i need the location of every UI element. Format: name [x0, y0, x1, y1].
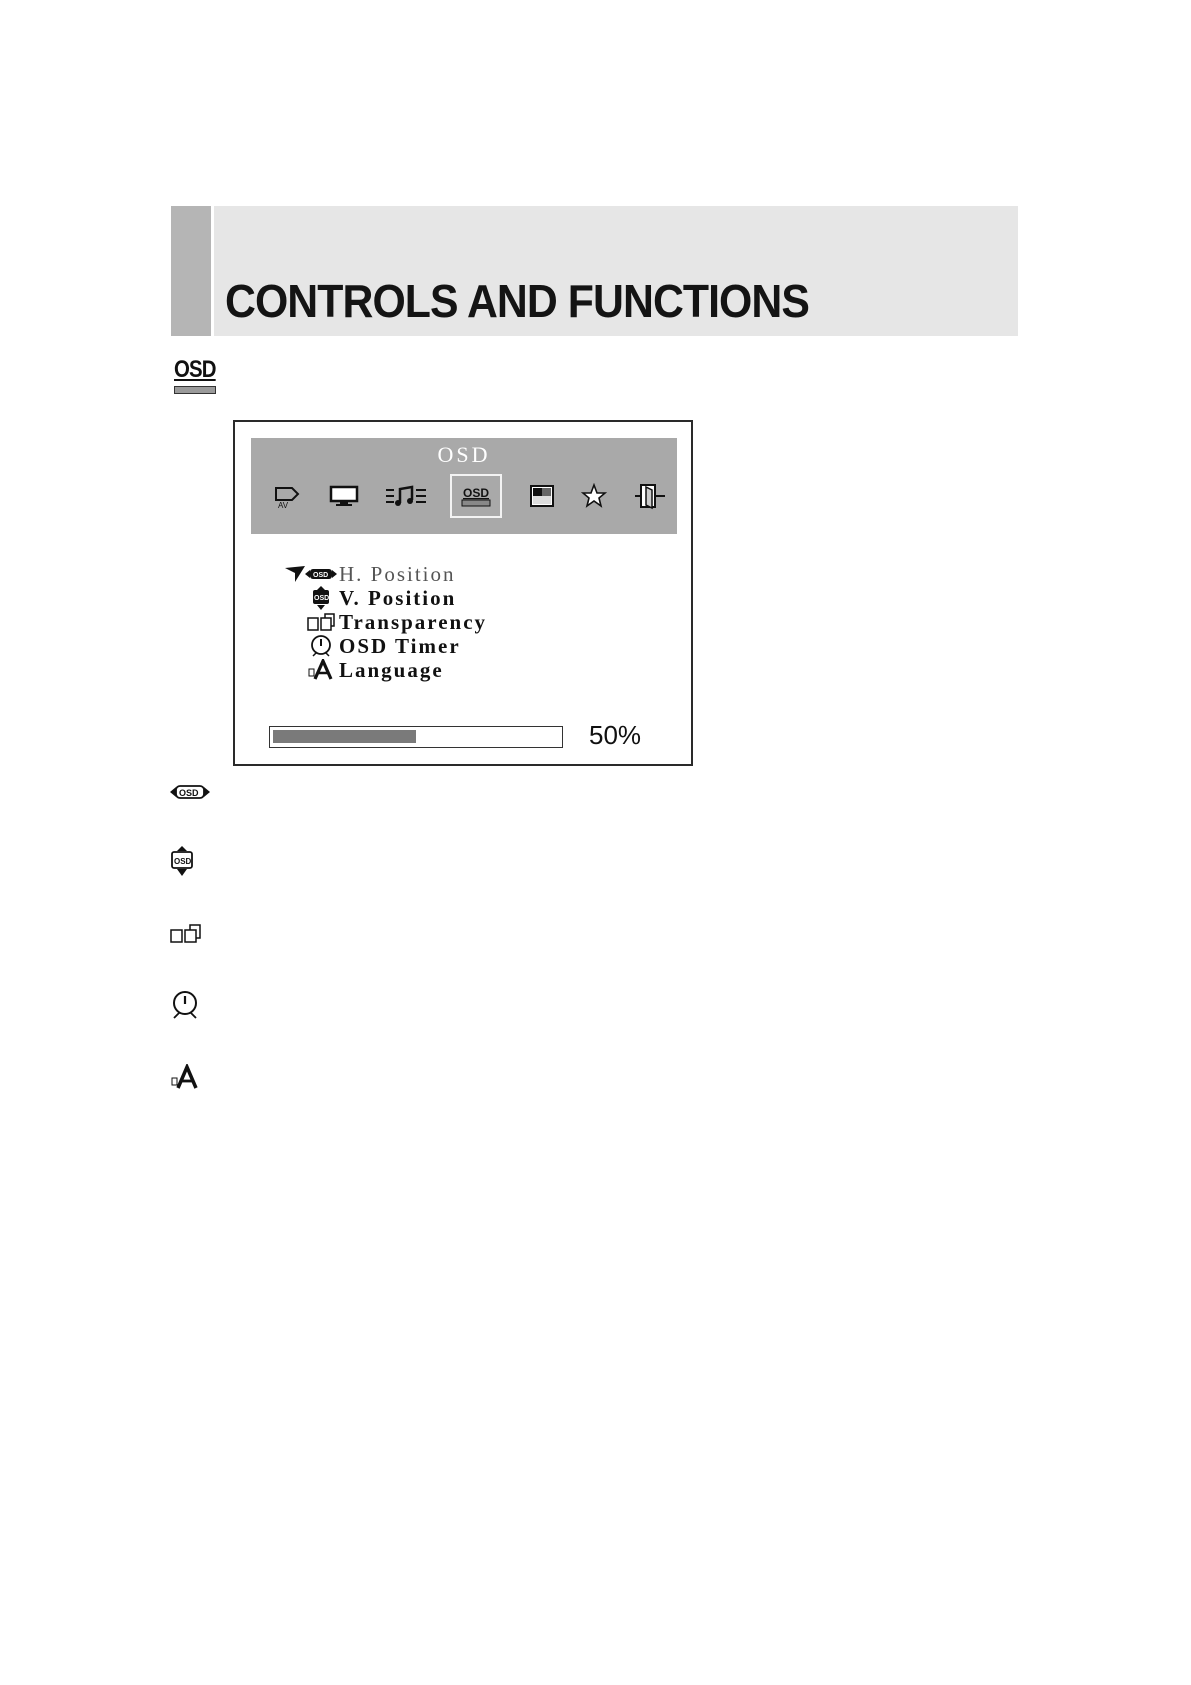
- language-icon: [170, 1064, 210, 1096]
- osd-tab-icon[interactable]: [450, 474, 502, 518]
- monitor-icon[interactable]: [321, 476, 367, 516]
- svg-text:OSD: OSD: [179, 788, 199, 798]
- osd-tab-bar: [251, 438, 677, 534]
- progress-fill: [273, 730, 416, 743]
- av-source-icon[interactable]: [265, 476, 311, 516]
- svg-text:OSD: OSD: [463, 486, 490, 500]
- h-position-icon: [305, 563, 337, 585]
- timer-icon: [305, 635, 337, 657]
- progress-value: 50%: [589, 720, 642, 750]
- svg-text:OSD: OSD: [314, 595, 330, 602]
- svg-text:OSD: OSD: [174, 857, 192, 866]
- menu-item-language[interactable]: Language: [283, 658, 663, 682]
- language-icon: [305, 659, 337, 681]
- header-accent-bar: [171, 206, 211, 336]
- exit-icon[interactable]: [627, 476, 673, 516]
- h-position-icon: [170, 784, 210, 816]
- menu-item-h-position[interactable]: OSD H. Position: [283, 562, 663, 586]
- osd-menu-screenshot: [233, 420, 693, 766]
- osd-icon: OSD: [174, 356, 218, 396]
- audio-icon[interactable]: [383, 476, 429, 516]
- selection-arrow-icon: [283, 565, 305, 583]
- color-icon[interactable]: [519, 476, 565, 516]
- page-title: CONTROLS AND FUNCTIONS: [225, 275, 809, 327]
- v-position-icon: [170, 846, 210, 878]
- transparency-icon: [170, 922, 210, 954]
- osd-menu-title: OSD: [437, 442, 491, 467]
- svg-text:OSD: OSD: [313, 572, 329, 579]
- menu-item-transparency[interactable]: Transparency: [283, 610, 663, 634]
- svg-text:AV: AV: [278, 501, 289, 510]
- v-position-icon: [305, 587, 337, 609]
- menu-item-osd-timer[interactable]: OSD Timer: [283, 634, 663, 658]
- transparency-icon: [305, 611, 337, 633]
- progress-bar[interactable]: [269, 726, 563, 748]
- timer-icon: [170, 990, 210, 1022]
- menu-item-v-position[interactable]: OSD V. Position: [283, 586, 663, 610]
- osd-options-list: [283, 562, 663, 682]
- star-icon[interactable]: [571, 476, 617, 516]
